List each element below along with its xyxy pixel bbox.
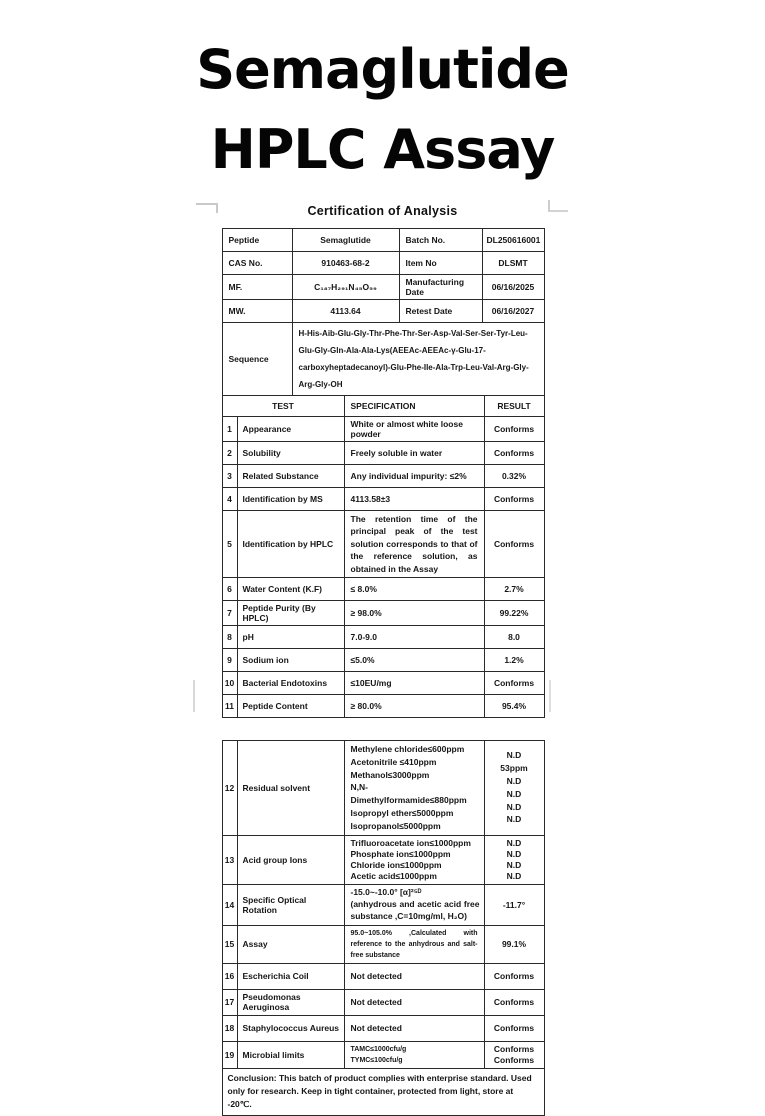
row-number: 4 xyxy=(222,487,237,510)
test-row-optical-rotation xyxy=(222,885,544,926)
test-result: Conforms xyxy=(484,487,544,510)
test-row xyxy=(222,464,544,487)
molecular-formula: C₁₈₇H₂₉₁N₄₅O₅₉ xyxy=(292,275,399,300)
test-spec: Not detected xyxy=(344,989,484,1015)
test-name: Specific Optical Rotation xyxy=(237,885,344,926)
header-specification: SPECIFICATION xyxy=(344,395,484,416)
info-label: Item No xyxy=(399,252,482,275)
spec-line: Chloride ion≤1000ppm xyxy=(350,859,442,870)
test-spec: Freely soluble in water xyxy=(344,441,484,464)
result-line: Conforms xyxy=(493,1054,535,1065)
info-label: Peptide xyxy=(222,229,292,252)
spec-line: Isopropyl ether≤5000ppm xyxy=(350,807,454,818)
test-spec: 4113.58±3 xyxy=(344,487,484,510)
scan-page-edge-mark-left xyxy=(193,680,195,712)
test-name: Microbial limits xyxy=(237,1041,344,1068)
test-spec xyxy=(344,835,484,885)
row-number: 1 xyxy=(222,416,237,441)
row-number: 6 xyxy=(222,578,237,601)
test-result: 95.4% xyxy=(484,695,544,718)
test-name: Escherichia Coil xyxy=(237,963,344,989)
test-name: pH xyxy=(237,626,344,649)
test-row-assay xyxy=(222,925,544,963)
header-test: TEST xyxy=(222,395,344,416)
info-value: 06/16/2027 xyxy=(482,300,544,323)
test-result: 8.0 xyxy=(484,626,544,649)
coa-heading: Certification of Analysis xyxy=(307,204,458,218)
test-name: Identification by MS xyxy=(237,487,344,510)
info-label: Retest Date xyxy=(399,300,482,323)
row-number: 17 xyxy=(222,989,237,1015)
test-result: Conforms xyxy=(484,416,544,441)
test-row xyxy=(222,626,544,649)
result-line: N.D xyxy=(506,859,522,870)
test-name: Sodium ion xyxy=(237,649,344,672)
info-value: DL250616001 xyxy=(482,229,544,252)
test-row xyxy=(222,649,544,672)
row-number: 9 xyxy=(222,649,237,672)
test-spec: 95.0~105.0% ,Calculated with reference to the anhydrous and salt-free substance xyxy=(344,925,484,963)
conclusion-text: Conclusion: This batch of product complies with enterprise standard. Used only for research. Keep in tight container, protected from light, store at -20℃. xyxy=(222,1068,544,1115)
row-number: 3 xyxy=(222,464,237,487)
info-table xyxy=(222,228,545,396)
spec-line: TYMC≤100cfu/g xyxy=(350,1056,403,1064)
sequence-label: Sequence xyxy=(222,323,292,396)
test-row xyxy=(222,487,544,510)
info-label: Manufacturing Date xyxy=(399,275,482,300)
test-name: Identification by HPLC xyxy=(237,510,344,578)
result-line: N.D xyxy=(506,788,522,799)
test-spec: ≥ 98.0% xyxy=(344,601,484,626)
info-value: DLSMT xyxy=(482,252,544,275)
test-name: Pseudomonas Aeruginosa xyxy=(237,989,344,1015)
spec-line: Methylene chloride≤600ppm xyxy=(350,744,465,754)
result-line: N.D xyxy=(506,848,522,859)
row-number: 19 xyxy=(222,1041,237,1068)
page-title-line2: HPLC Assay xyxy=(210,118,555,181)
info-row-peptide xyxy=(222,229,544,252)
test-result: Conforms xyxy=(484,989,544,1015)
test-row xyxy=(222,672,544,695)
spec-line: Acetic acid≤1000ppm xyxy=(350,871,437,882)
test-spec: 7.0-9.0 xyxy=(344,626,484,649)
row-number: 18 xyxy=(222,1015,237,1041)
test-name: Appearance xyxy=(237,416,344,441)
test-name: Peptide Purity (By HPLC) xyxy=(237,601,344,626)
test-row xyxy=(222,695,544,718)
result-line: N.D xyxy=(506,801,522,812)
test-table-header xyxy=(222,395,544,416)
row-number: 10 xyxy=(222,672,237,695)
row-number: 14 xyxy=(222,885,237,926)
test-result: 99.1% xyxy=(484,925,544,963)
page-title xyxy=(0,0,765,190)
test-row-residual-solvent xyxy=(222,741,544,836)
test-spec: ≤10EU/mg xyxy=(344,672,484,695)
test-spec xyxy=(344,885,484,926)
scan-corner-mark-top-left xyxy=(196,203,218,213)
test-row-staphylococcus xyxy=(222,1015,544,1041)
test-row-acid-group-ions xyxy=(222,835,544,885)
info-label: MW. xyxy=(222,300,292,323)
test-row xyxy=(222,578,544,601)
info-row-mf xyxy=(222,275,544,300)
header-result: RESULT xyxy=(484,395,544,416)
test-result xyxy=(484,835,544,885)
result-line: Conforms xyxy=(493,1043,535,1054)
test-result: Conforms xyxy=(484,963,544,989)
info-label: MF. xyxy=(222,275,292,300)
test-row xyxy=(222,441,544,464)
test-spec xyxy=(344,741,484,836)
test-spec: The retention time of the principal peak of the test solution corresponds to that of the reference solution, as obtained in the Assay xyxy=(344,510,484,578)
info-value: 910463-68-2 xyxy=(292,252,399,275)
test-row-e-coli xyxy=(222,963,544,989)
spec-line: -15.0~-10.0° [α]²⁵ᴰ xyxy=(350,887,422,898)
info-label: CAS No. xyxy=(222,252,292,275)
row-number: 12 xyxy=(222,741,237,836)
result-line: 53ppm xyxy=(500,763,528,774)
scan-corner-mark-top-right xyxy=(548,200,568,212)
test-name: Water Content (K.F) xyxy=(237,578,344,601)
row-number: 2 xyxy=(222,441,237,464)
test-table xyxy=(222,395,545,719)
test-spec: ≤ 8.0% xyxy=(344,578,484,601)
info-row-cas xyxy=(222,252,544,275)
result-line: N.D xyxy=(506,871,522,882)
result-line: N.D xyxy=(506,837,522,848)
test-name: Assay xyxy=(237,925,344,963)
sequence-row xyxy=(222,323,544,396)
test-spec: Not detected xyxy=(344,1015,484,1041)
result-line: N.D xyxy=(506,814,522,825)
test-name: Acid group Ions xyxy=(237,835,344,885)
result-line: N.D xyxy=(506,775,522,786)
row-number: 16 xyxy=(222,963,237,989)
info-value: 06/16/2025 xyxy=(482,275,544,300)
test-spec: Any individual impurity: ≤2% xyxy=(344,464,484,487)
test-result: Conforms xyxy=(484,510,544,578)
row-number: 5 xyxy=(222,510,237,578)
test-result: -11.7° xyxy=(484,885,544,926)
row-number: 13 xyxy=(222,835,237,885)
test-name: Bacterial Endotoxins xyxy=(237,672,344,695)
test-spec: Not detected xyxy=(344,963,484,989)
sequence-value: H-His-Aib-Glu-Gly-Thr-Phe-Thr-Ser-Asp-Val-Ser-Ser-Tyr-Leu-Glu-Gly-Gln-Ala-Ala-Lys(AEEAc-AEEAc-γ-Glu-17-carboxyheptadecanoyl)-Glu-Phe-Ile-Ala-Trp-Leu-Val-Arg-Gly-Arg-Gly-OH xyxy=(292,323,544,396)
test-name: Solubility xyxy=(237,441,344,464)
test-spec: ≤5.0% xyxy=(344,649,484,672)
test-name: Residual solvent xyxy=(237,741,344,836)
test-result xyxy=(484,741,544,836)
test-name: Peptide Content xyxy=(237,695,344,718)
test-table-2 xyxy=(222,740,545,1116)
test-result: 0.32% xyxy=(484,464,544,487)
test-row-microbial-limits xyxy=(222,1041,544,1068)
info-value: 4113.64 xyxy=(292,300,399,323)
test-row-pseudomonas xyxy=(222,989,544,1015)
spec-line: Phosphate ion≤1000ppm xyxy=(350,848,451,859)
spec-line: Acetonitrile ≤410ppm xyxy=(350,756,437,767)
conclusion-row xyxy=(222,1068,544,1115)
spec-line: TAMC≤1000cfu/g xyxy=(350,1045,407,1053)
row-number: 15 xyxy=(222,925,237,963)
test-row xyxy=(222,510,544,578)
test-result xyxy=(484,1041,544,1068)
test-result: Conforms xyxy=(484,672,544,695)
test-row xyxy=(222,601,544,626)
test-result: Conforms xyxy=(484,1015,544,1041)
spec-line: Isopropanol≤5000ppm xyxy=(350,820,441,831)
row-number: 11 xyxy=(222,695,237,718)
test-name: Related Substance xyxy=(237,464,344,487)
scan-page-edge-mark-right xyxy=(549,680,551,712)
result-line: N.D xyxy=(506,750,522,761)
test-spec xyxy=(344,1041,484,1068)
test-result: 1.2% xyxy=(484,649,544,672)
info-row-mw xyxy=(222,300,544,323)
page-title-line1: Semaglutide xyxy=(196,38,569,101)
certificate-document xyxy=(222,204,544,1116)
test-result: 99.22% xyxy=(484,601,544,626)
spec-line: Trifluoroacetate ion≤1000ppm xyxy=(350,837,471,848)
test-row xyxy=(222,416,544,441)
test-result: Conforms xyxy=(484,441,544,464)
test-result: 2.7% xyxy=(484,578,544,601)
spec-line: (anhydrous and acetic acid free substance ,C=10mg/ml, H₂O) xyxy=(350,898,480,922)
spec-line: Methanol≤3000ppm xyxy=(350,769,430,780)
info-value: Semaglutide xyxy=(292,229,399,252)
row-number: 8 xyxy=(222,626,237,649)
test-spec: ≥ 80.0% xyxy=(344,695,484,718)
spec-line: N,N-Dimethylformamide≤880ppm xyxy=(350,782,467,806)
test-name: Staphylococcus Aureus xyxy=(237,1015,344,1041)
info-label: Batch No. xyxy=(399,229,482,252)
row-number: 7 xyxy=(222,601,237,626)
test-spec: White or almost white loose powder xyxy=(344,416,484,441)
